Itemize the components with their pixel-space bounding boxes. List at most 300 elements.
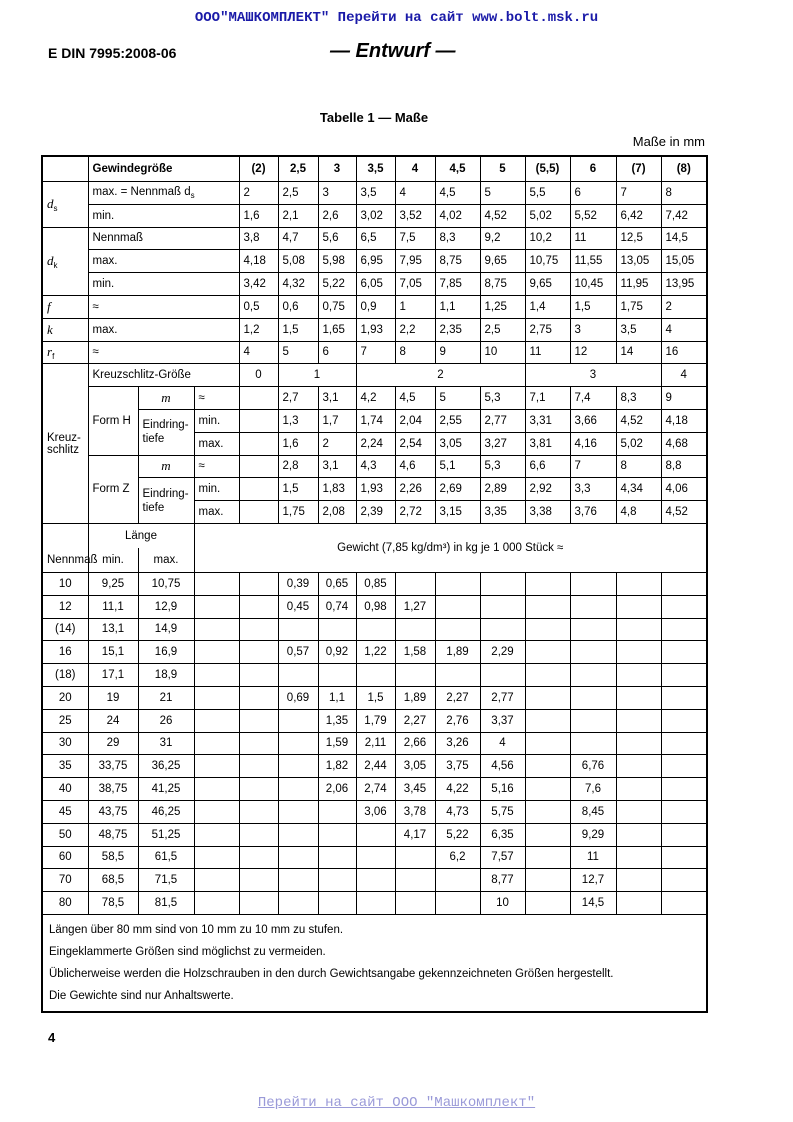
value-cell: 5,3	[480, 455, 525, 478]
ds-max-row	[42, 182, 707, 205]
weight-value	[356, 664, 395, 687]
weight-value	[356, 846, 395, 869]
weight-value	[616, 755, 661, 778]
value-cell: 4,3	[356, 455, 395, 478]
length-nominal: 40	[42, 778, 88, 801]
weight-value	[318, 869, 356, 892]
value-cell: 7,1	[525, 387, 570, 410]
min-label: min.	[194, 478, 239, 501]
value-cell: 5,52	[570, 204, 616, 227]
weight-value: 9,29	[570, 823, 616, 846]
weight-value	[435, 618, 480, 641]
weight-value: 2,11	[356, 732, 395, 755]
weight-value	[616, 732, 661, 755]
value-cell: 3,27	[480, 432, 525, 455]
length-nominal: 60	[42, 846, 88, 869]
value-cell: 8	[616, 455, 661, 478]
value-cell: 1,25	[480, 295, 525, 318]
value-cell: 1,7	[318, 409, 356, 432]
weight-value	[239, 732, 278, 755]
weight-value	[525, 732, 570, 755]
length-nominal: 50	[42, 823, 88, 846]
value-cell: 2,24	[356, 432, 395, 455]
weight-value	[525, 869, 570, 892]
value-cell: 1,5	[570, 295, 616, 318]
value-cell: 1,5	[278, 478, 318, 501]
h-m-row	[42, 387, 707, 410]
cross-size-row	[42, 364, 707, 387]
weight-value	[525, 846, 570, 869]
length-row	[42, 595, 707, 618]
value-cell: 0,75	[318, 295, 356, 318]
weight-value	[661, 618, 707, 641]
value-cell: 7	[570, 455, 616, 478]
length-nominal: 20	[42, 686, 88, 709]
weight-value: 0,45	[278, 595, 318, 618]
length-min: 38,75	[88, 778, 138, 801]
weight-value	[239, 755, 278, 778]
weight-value	[661, 664, 707, 687]
weight-value	[239, 800, 278, 823]
weight-value: 2,27	[435, 686, 480, 709]
weight-value: 8,45	[570, 800, 616, 823]
length-max: 26	[138, 709, 194, 732]
weight-value: 3,78	[395, 800, 435, 823]
header-label: Gewindegröße	[88, 156, 239, 182]
value-cell: 12,5	[616, 227, 661, 250]
length-row	[42, 572, 707, 595]
value-cell	[239, 455, 278, 478]
rf-symbol	[42, 341, 88, 364]
empty-cell	[194, 869, 239, 892]
value-cell: 10,75	[525, 250, 570, 273]
f-row	[42, 295, 707, 318]
ds-min-label: min.	[88, 204, 239, 227]
empty-cell	[194, 823, 239, 846]
size-header: (2)	[239, 156, 278, 182]
cross-size-value: 3	[525, 364, 661, 387]
length-row	[42, 618, 707, 641]
weight-value: 4	[480, 732, 525, 755]
ds-symbol	[42, 182, 88, 228]
value-cell: 1,75	[278, 501, 318, 524]
weight-value	[239, 869, 278, 892]
value-cell: 10,45	[570, 273, 616, 296]
length-min: 11,1	[88, 595, 138, 618]
length-max: 18,9	[138, 664, 194, 687]
weight-value	[616, 686, 661, 709]
value-cell: 7,85	[435, 273, 480, 296]
length-nominal: 30	[42, 732, 88, 755]
value-cell	[239, 387, 278, 410]
size-header: (5,5)	[525, 156, 570, 182]
dk-nom-row	[42, 227, 707, 250]
weight-value	[616, 892, 661, 915]
weight-value: 2,27	[395, 709, 435, 732]
weight-value	[239, 892, 278, 915]
length-max: 31	[138, 732, 194, 755]
weight-value	[239, 572, 278, 595]
value-cell: 1,3	[278, 409, 318, 432]
m-symbol-cell	[138, 455, 194, 478]
weight-value: 1,5	[356, 686, 395, 709]
value-cell: 4	[661, 318, 707, 341]
value-cell: 1,6	[239, 204, 278, 227]
weight-value	[395, 869, 435, 892]
weight-value: 1,82	[318, 755, 356, 778]
weight-value	[525, 641, 570, 664]
value-cell: 1,5	[278, 318, 318, 341]
weight-value	[616, 664, 661, 687]
value-cell: 8	[395, 341, 435, 364]
length-row	[42, 892, 707, 915]
m-symbol-cell	[138, 387, 194, 410]
value-cell: 3,42	[239, 273, 278, 296]
size-header: 3,5	[356, 156, 395, 182]
symbol: f	[47, 298, 51, 314]
length-nominal: 35	[42, 755, 88, 778]
weight-value	[661, 709, 707, 732]
value-cell: 4,5	[395, 387, 435, 410]
dk-min-row	[42, 273, 707, 296]
note-line: Üblicherweise werden die Holzschrauben in den durch Gewichtsangabe gekennzeichneten Größen hergestellt.	[49, 967, 614, 980]
ds-max-label-sub: s	[190, 190, 195, 200]
empty-cell	[194, 664, 239, 687]
value-cell: 1,6	[278, 432, 318, 455]
length-max: 14,9	[138, 618, 194, 641]
weight-value: 0,69	[278, 686, 318, 709]
weight-value: 3,45	[395, 778, 435, 801]
table-title: Tabelle 1 — Maße	[319, 110, 429, 125]
length-nominal: (14)	[42, 618, 88, 641]
weight-value: 4,56	[480, 755, 525, 778]
value-cell: 2,08	[318, 501, 356, 524]
length-row	[42, 823, 707, 846]
weight-value	[395, 846, 435, 869]
notes-cell	[42, 914, 707, 1012]
weight-value	[525, 755, 570, 778]
value-cell: 5,02	[525, 204, 570, 227]
cross-size-value: 4	[661, 364, 707, 387]
value-cell: 3,02	[356, 204, 395, 227]
value-cell: 13,05	[616, 250, 661, 273]
length-max: 46,25	[138, 800, 194, 823]
value-cell: 1,83	[318, 478, 356, 501]
value-cell: 2,35	[435, 318, 480, 341]
weight-value	[395, 664, 435, 687]
weight-value	[435, 892, 480, 915]
symbol-subscript: k	[53, 260, 58, 270]
weight-value	[278, 664, 318, 687]
length-nominal: 12	[42, 595, 88, 618]
value-cell: 2,26	[395, 478, 435, 501]
value-cell: 3,5	[356, 182, 395, 205]
value-cell: 3,35	[480, 501, 525, 524]
weight-value	[356, 892, 395, 915]
value-cell: 6,95	[356, 250, 395, 273]
value-cell: 8	[661, 182, 707, 205]
weight-value	[661, 823, 707, 846]
z-m-row	[42, 455, 707, 478]
value-cell: 9,2	[480, 227, 525, 250]
max-label: max.	[194, 501, 239, 524]
size-header: 4	[395, 156, 435, 182]
f-symbol	[42, 295, 88, 318]
weight-value	[278, 755, 318, 778]
weight-value	[616, 572, 661, 595]
weight-value: 3,06	[356, 800, 395, 823]
length-max: 36,25	[138, 755, 194, 778]
value-cell: 16	[661, 341, 707, 364]
weight-value: 6,76	[570, 755, 616, 778]
weight-value: 14,5	[570, 892, 616, 915]
value-cell: 2,1	[278, 204, 318, 227]
value-cell: 2,7	[278, 387, 318, 410]
weight-value	[661, 572, 707, 595]
weight-value: 5,22	[435, 823, 480, 846]
value-cell: 3,05	[435, 432, 480, 455]
weight-value: 0,85	[356, 572, 395, 595]
value-cell: 4,34	[616, 478, 661, 501]
value-cell: 8,3	[616, 387, 661, 410]
weight-value: 1,35	[318, 709, 356, 732]
value-cell: 4,52	[661, 501, 707, 524]
length-nominal: 70	[42, 869, 88, 892]
value-cell: 5,3	[480, 387, 525, 410]
value-cell: 2,69	[435, 478, 480, 501]
weight-value: 7,57	[480, 846, 525, 869]
length-header-row	[42, 523, 707, 548]
weight-value	[435, 572, 480, 595]
weight-value	[278, 869, 318, 892]
value-cell: 7,4	[570, 387, 616, 410]
value-cell: 2	[661, 295, 707, 318]
top-site-link[interactable]: ООО"МАШКОМПЛЕКТ" Перейти на сайт www.bolt.msk.ru	[194, 10, 599, 26]
length-max: 16,9	[138, 641, 194, 664]
approx-label: ≈	[194, 387, 239, 410]
weight-value	[570, 686, 616, 709]
value-cell: 4	[239, 341, 278, 364]
weight-value	[318, 892, 356, 915]
ds-max-label-text: max. = Nennmaß d	[92, 185, 191, 198]
weight-value: 1,89	[395, 686, 435, 709]
weight-value	[356, 869, 395, 892]
weight-value: 2,06	[318, 778, 356, 801]
weight-value	[661, 686, 707, 709]
k-label: max.	[88, 318, 239, 341]
symbol: d	[47, 252, 54, 268]
depth-label: Eindring-tiefe	[138, 478, 194, 524]
weight-value: 5,75	[480, 800, 525, 823]
value-cell: 3,1	[318, 455, 356, 478]
weight-value	[239, 846, 278, 869]
value-cell: 3	[318, 182, 356, 205]
length-max: 41,25	[138, 778, 194, 801]
weight-value: 6,35	[480, 823, 525, 846]
weight-value: 3,37	[480, 709, 525, 732]
cross-size-value: 1	[278, 364, 356, 387]
value-cell: 9,65	[480, 250, 525, 273]
weight-value	[661, 755, 707, 778]
weight-value	[239, 618, 278, 641]
k-row	[42, 318, 707, 341]
ds-max-label	[88, 182, 239, 205]
weight-value: 1,27	[395, 595, 435, 618]
value-cell: 8,8	[661, 455, 707, 478]
value-cell: 5	[278, 341, 318, 364]
value-cell: 11,55	[570, 250, 616, 273]
weight-value	[395, 572, 435, 595]
value-cell: 6,6	[525, 455, 570, 478]
empty-cell	[194, 686, 239, 709]
value-cell: 4,68	[661, 432, 707, 455]
weight-value	[661, 846, 707, 869]
weight-value	[278, 823, 318, 846]
weight-value	[525, 778, 570, 801]
value-cell: 4,8	[616, 501, 661, 524]
weight-value	[525, 800, 570, 823]
size-header: 5	[480, 156, 525, 182]
value-cell: 3,81	[525, 432, 570, 455]
weight-value	[570, 595, 616, 618]
weight-value	[480, 618, 525, 641]
weight-value	[435, 664, 480, 687]
size-header: (7)	[616, 156, 661, 182]
max-label: max.	[194, 432, 239, 455]
length-row	[42, 664, 707, 687]
value-cell: 10,2	[525, 227, 570, 250]
dk-nom-label: Nennmaß	[88, 227, 239, 250]
weight-value	[278, 732, 318, 755]
header-row	[42, 156, 707, 182]
weight-value	[661, 641, 707, 664]
weight-value	[318, 800, 356, 823]
value-cell: 1,93	[356, 318, 395, 341]
value-cell: 10	[480, 341, 525, 364]
note-line: Längen über 80 mm sind von 10 mm zu 10 mm zu stufen.	[49, 923, 344, 936]
value-cell: 3	[570, 318, 616, 341]
weight-value	[616, 846, 661, 869]
weight-value: 8,77	[480, 869, 525, 892]
symbol-subscript: f	[52, 351, 55, 361]
length-nominal: 80	[42, 892, 88, 915]
value-cell: 4,6	[395, 455, 435, 478]
value-cell: 5,02	[616, 432, 661, 455]
value-cell: 1,1	[435, 295, 480, 318]
empty-cell	[194, 572, 239, 595]
value-cell: 2,55	[435, 409, 480, 432]
length-max: 71,5	[138, 869, 194, 892]
value-cell: 2,5	[480, 318, 525, 341]
weight-value	[239, 686, 278, 709]
value-cell: 0,9	[356, 295, 395, 318]
value-cell: 5	[435, 387, 480, 410]
symbol: r	[47, 343, 53, 359]
length-min: 17,1	[88, 664, 138, 687]
weight-value	[278, 846, 318, 869]
weight-value: 3,26	[435, 732, 480, 755]
value-cell: 3,3	[570, 478, 616, 501]
value-cell: 4,52	[480, 204, 525, 227]
value-cell: 3,66	[570, 409, 616, 432]
value-cell: 9	[435, 341, 480, 364]
value-cell: 3,52	[395, 204, 435, 227]
value-cell: 4,2	[356, 387, 395, 410]
weight-value: 2,76	[435, 709, 480, 732]
value-cell: 7,42	[661, 204, 707, 227]
value-cell: 6	[318, 341, 356, 364]
weight-value: 1,79	[356, 709, 395, 732]
length-min: 19	[88, 686, 138, 709]
size-header: 4,5	[435, 156, 480, 182]
empty-cell	[194, 846, 239, 869]
value-cell: 1,2	[239, 318, 278, 341]
value-cell: 2,75	[525, 318, 570, 341]
weight-value: 0,92	[318, 641, 356, 664]
weight-value	[570, 618, 616, 641]
length-min-label: min.	[88, 548, 138, 573]
rf-row	[42, 341, 707, 364]
weight-value	[616, 869, 661, 892]
value-cell: 2,72	[395, 501, 435, 524]
weight-value: 2,44	[356, 755, 395, 778]
value-cell: 5,08	[278, 250, 318, 273]
empty-cell	[194, 755, 239, 778]
weight-value	[661, 800, 707, 823]
value-cell: 5,22	[318, 273, 356, 296]
weight-value: 12,7	[570, 869, 616, 892]
value-cell: 2,04	[395, 409, 435, 432]
value-cell: 8,3	[435, 227, 480, 250]
weight-value	[395, 892, 435, 915]
weight-value: 6,2	[435, 846, 480, 869]
weight-value	[239, 664, 278, 687]
bottom-site-link[interactable]: Перейти на сайт ООО "Машкомплект"	[257, 1095, 536, 1111]
length-min: 15,1	[88, 641, 138, 664]
value-cell: 1,74	[356, 409, 395, 432]
value-cell: 3,15	[435, 501, 480, 524]
empty-cell	[194, 709, 239, 732]
size-header: 2,5	[278, 156, 318, 182]
empty-cell	[194, 800, 239, 823]
value-cell: 6	[570, 182, 616, 205]
size-header: (8)	[661, 156, 707, 182]
weight-value: 0,65	[318, 572, 356, 595]
page-number: 4	[48, 1030, 56, 1045]
h-label: Form H	[88, 387, 138, 455]
weight-value: 1,58	[395, 641, 435, 664]
value-cell: 11	[570, 227, 616, 250]
dk-max-row	[42, 250, 707, 273]
weight-value: 11	[570, 846, 616, 869]
weight-value	[480, 595, 525, 618]
weight-value	[525, 709, 570, 732]
weight-value	[525, 892, 570, 915]
value-cell: 2	[318, 432, 356, 455]
weight-value	[661, 892, 707, 915]
weight-value	[570, 709, 616, 732]
weight-value	[318, 846, 356, 869]
table-body	[42, 156, 707, 1012]
value-cell	[239, 432, 278, 455]
value-cell: 1,4	[525, 295, 570, 318]
weight-value	[278, 778, 318, 801]
value-cell: 2,39	[356, 501, 395, 524]
weight-value	[278, 618, 318, 641]
length-min: 48,75	[88, 823, 138, 846]
length-max: 12,9	[138, 595, 194, 618]
cross-size-value: 0	[239, 364, 278, 387]
